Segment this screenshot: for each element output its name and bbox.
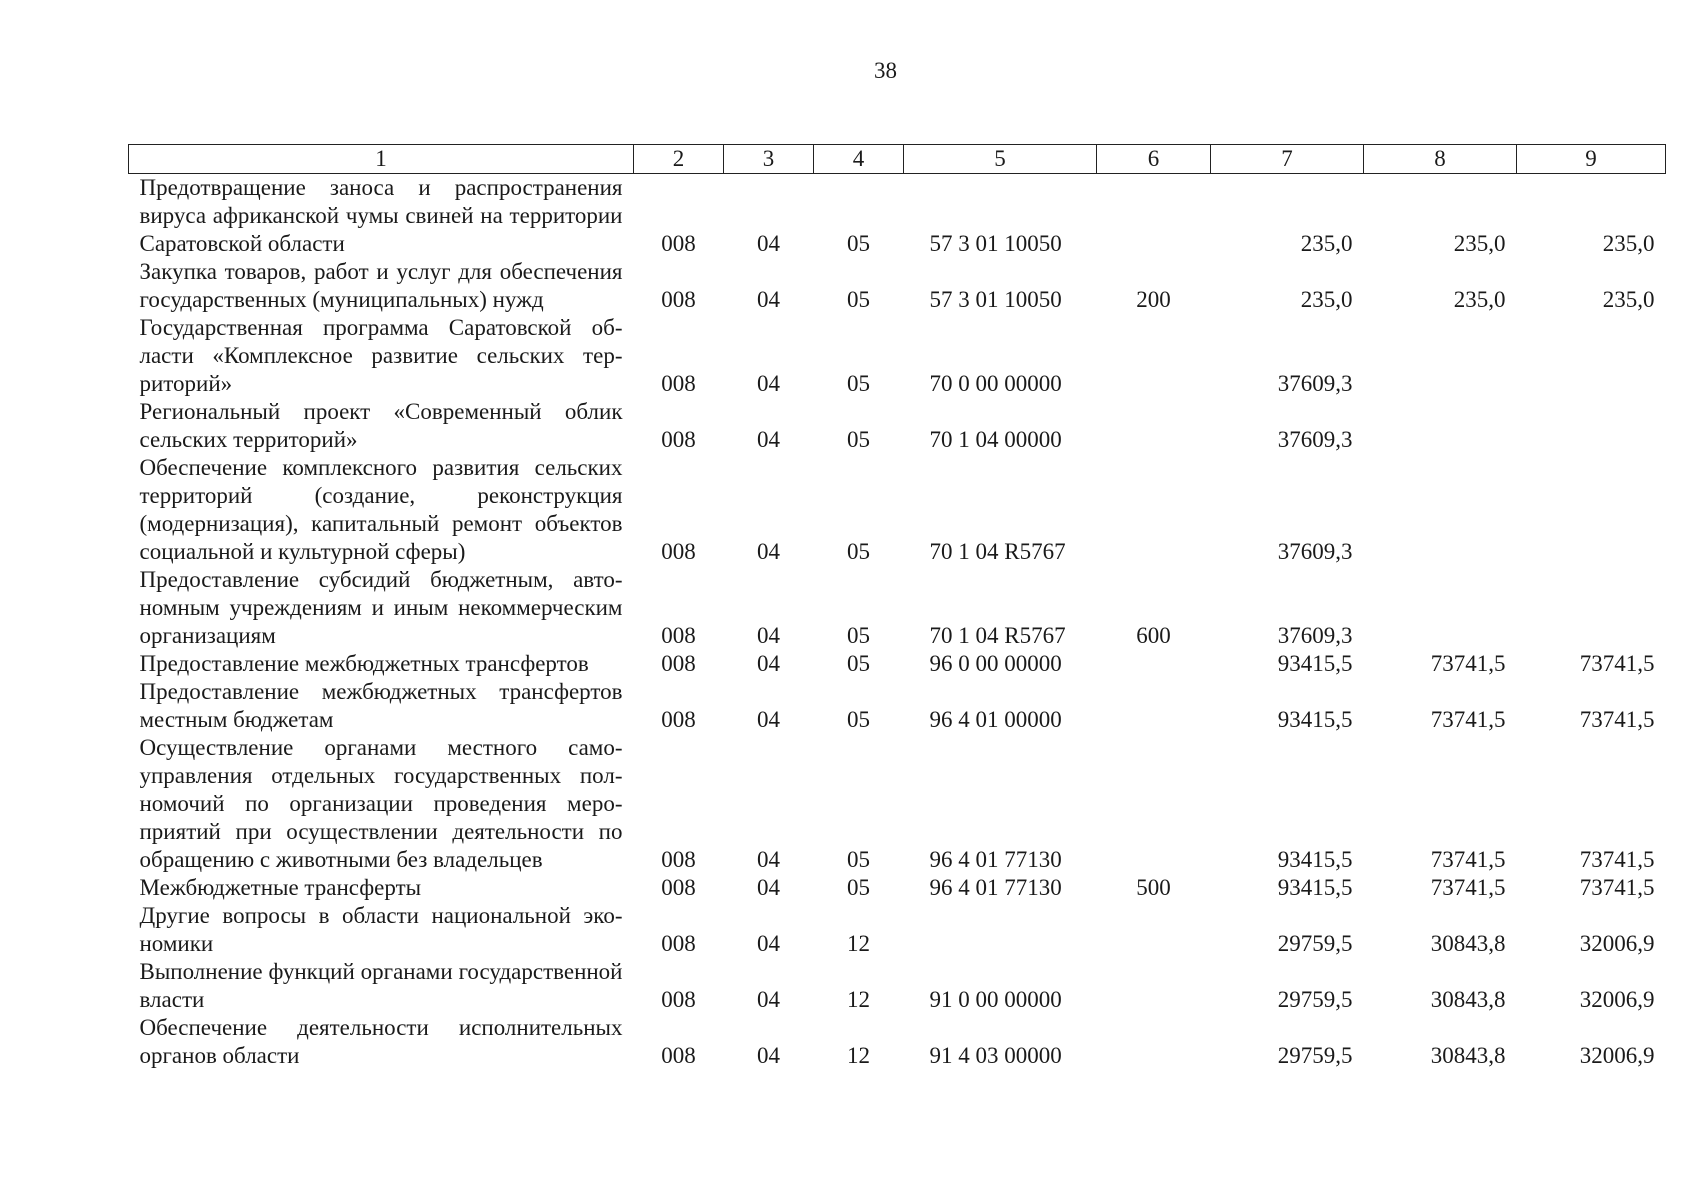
amount-year-2: 73741,5 [1430,707,1506,732]
amount-year-3 [1517,314,1666,398]
amount-year-3: 73741,5 [1579,847,1655,872]
table-row [129,566,1666,650]
section-code: 04 [757,931,780,956]
expense-type-code: 500 [1136,875,1171,900]
table-row [129,734,1666,874]
expense-type-code [1097,734,1211,874]
ministry-code: 008 [661,231,696,256]
amount-year-1: 37609,3 [1277,371,1353,396]
row-name: Закупка товаров, работ и услуг для обеспечения государственных (муниципальных) нужд [139,259,623,312]
subsection-code: 05 [847,539,870,564]
target-article-code: 57 3 01 10050 [929,287,1062,312]
target-article-code [904,902,1097,958]
subsection-code: 05 [847,875,870,900]
row-name: Обеспечение деятельности исполнительных органов области [139,1015,623,1068]
ministry-code: 008 [661,539,696,564]
row-name: Предоставление межбюджетных трансфертов местным бюджетам [139,679,623,732]
expense-type-code [1097,174,1211,259]
amount-year-2: 30843,8 [1430,1043,1506,1068]
ministry-code: 008 [661,987,696,1012]
row-name: Выполнение функций органами государственной власти [139,959,623,1012]
section-code: 04 [757,847,780,872]
amount-year-1: 29759,5 [1277,987,1353,1012]
amount-year-3: 73741,5 [1579,875,1655,900]
subsection-code: 05 [847,847,870,872]
amount-year-2 [1364,566,1517,650]
column-header-9: 9 [1517,145,1666,174]
target-article-code: 91 4 03 00000 [929,1043,1062,1068]
table-row [129,874,1666,902]
column-header-8: 8 [1364,145,1517,174]
row-name: Обеспечение комплексного развития сельских территорий (создание, реконструкция (модернизация), капитальный ремонт объектов социальной и культурной сферы) [139,455,623,564]
amount-year-2 [1364,398,1517,454]
ministry-code: 008 [661,427,696,452]
subsection-code: 05 [847,623,870,648]
amount-year-1: 29759,5 [1277,931,1353,956]
expense-type-code [1097,314,1211,398]
section-code: 04 [757,539,780,564]
expense-type-code [1097,650,1211,678]
expense-type-code [1097,398,1211,454]
amount-year-3: 235,0 [1602,287,1655,312]
subsection-code: 05 [847,651,870,676]
ministry-code: 008 [661,875,696,900]
amount-year-2: 30843,8 [1430,987,1506,1012]
amount-year-2 [1364,314,1517,398]
page-number: 38 [874,58,897,83]
table-row [129,398,1666,454]
column-header-1: 1 [129,145,634,174]
table-row [129,174,1666,259]
amount-year-3: 73741,5 [1579,707,1655,732]
expense-type-code [1097,1014,1211,1070]
expense-type-code: 600 [1136,623,1171,648]
target-article-code: 70 0 00 00000 [929,371,1062,396]
target-article-code: 91 0 00 00000 [929,987,1062,1012]
expense-type-code [1097,454,1211,566]
amount-year-1: 29759,5 [1277,1043,1353,1068]
row-name: Осуществление органами местного самоуправления отдельных государственных полномочий по организации проведения мероприятий при осуществлении деятельности по обращению с животными без владельцев [139,735,623,872]
section-code: 04 [757,623,780,648]
ministry-code: 008 [661,707,696,732]
amount-year-1: 93415,5 [1277,875,1353,900]
expense-type-code [1097,678,1211,734]
section-code: 04 [757,371,780,396]
expense-type-code [1097,958,1211,1014]
table-row [129,1014,1666,1070]
expense-type-code: 200 [1136,287,1171,312]
table-row [129,314,1666,398]
section-code: 04 [757,707,780,732]
target-article-code: 70 1 04 00000 [929,427,1062,452]
amount-year-3 [1517,398,1666,454]
section-code: 04 [757,987,780,1012]
expense-type-code [1097,902,1211,958]
row-name: Государственная программа Саратовской области «Комплексное развитие сельских территорий» [139,315,623,396]
amount-year-3: 32006,9 [1579,987,1655,1012]
amount-year-2: 73741,5 [1430,847,1506,872]
row-name: Предоставление межбюджетных трансфертов [139,651,589,676]
amount-year-3 [1517,566,1666,650]
amount-year-3 [1517,454,1666,566]
row-name: Межбюджетные трансферты [139,875,422,900]
header-row [129,145,1666,174]
amount-year-1: 93415,5 [1277,707,1353,732]
column-header-2: 2 [634,145,724,174]
target-article-code: 96 4 01 77130 [929,875,1062,900]
section-code: 04 [757,427,780,452]
ministry-code: 008 [661,651,696,676]
target-article-code: 96 4 01 00000 [929,707,1062,732]
table-row [129,902,1666,958]
amount-year-2: 235,0 [1453,231,1506,256]
ministry-code: 008 [661,371,696,396]
column-header-4: 4 [814,145,904,174]
column-header-7: 7 [1211,145,1364,174]
column-header-6: 6 [1097,145,1211,174]
section-code: 04 [757,875,780,900]
amount-year-2: 73741,5 [1430,651,1506,676]
row-name: Предоставление субсидий бюджетным, автономным учреждениям и иным некоммерческим организациям [139,567,623,648]
ministry-code: 008 [661,847,696,872]
target-article-code: 96 0 00 00000 [929,651,1062,676]
section-code: 04 [757,1043,780,1068]
amount-year-1: 93415,5 [1277,651,1353,676]
amount-year-3: 235,0 [1602,231,1655,256]
amount-year-3: 73741,5 [1579,651,1655,676]
budget-table [128,144,1666,1070]
ministry-code: 008 [661,931,696,956]
table-row [129,650,1666,678]
ministry-code: 008 [661,287,696,312]
amount-year-2 [1364,454,1517,566]
amount-year-3: 32006,9 [1579,931,1655,956]
row-name: Предотвращение заноса и распространения вируса африканской чумы свиней на территории Саратовской области [139,175,623,256]
row-name: Другие вопросы в области национальной экономики [139,903,623,956]
column-header-3: 3 [724,145,814,174]
section-code: 04 [757,231,780,256]
column-header-5: 5 [904,145,1097,174]
target-article-code: 57 3 01 10050 [929,231,1062,256]
table-row [129,958,1666,1014]
amount-year-1: 37609,3 [1277,623,1353,648]
ministry-code: 008 [661,1043,696,1068]
row-name: Региональный проект «Современный облик сельских территорий» [139,399,623,452]
table-row [129,454,1666,566]
section-code: 04 [757,287,780,312]
subsection-code: 05 [847,427,870,452]
amount-year-1: 93415,5 [1277,847,1353,872]
amount-year-1: 235,0 [1300,287,1353,312]
amount-year-1: 235,0 [1300,231,1353,256]
subsection-code: 12 [847,987,870,1012]
amount-year-2: 235,0 [1453,287,1506,312]
target-article-code: 70 1 04 R5767 [929,623,1066,648]
table-header [129,145,1666,174]
section-code: 04 [757,651,780,676]
amount-year-1: 37609,3 [1277,539,1353,564]
target-article-code: 70 1 04 R5767 [929,539,1066,564]
subsection-code: 05 [847,287,870,312]
target-article-code: 96 4 01 77130 [929,847,1062,872]
subsection-code: 05 [847,371,870,396]
amount-year-2: 30843,8 [1430,931,1506,956]
amount-year-1: 37609,3 [1277,427,1353,452]
amount-year-2: 73741,5 [1430,875,1506,900]
table-row [129,258,1666,314]
table-row [129,678,1666,734]
subsection-code: 05 [847,231,870,256]
table-body [129,174,1666,1071]
subsection-code: 12 [847,931,870,956]
amount-year-3: 32006,9 [1579,1043,1655,1068]
subsection-code: 05 [847,707,870,732]
ministry-code: 008 [661,623,696,648]
subsection-code: 12 [847,1043,870,1068]
